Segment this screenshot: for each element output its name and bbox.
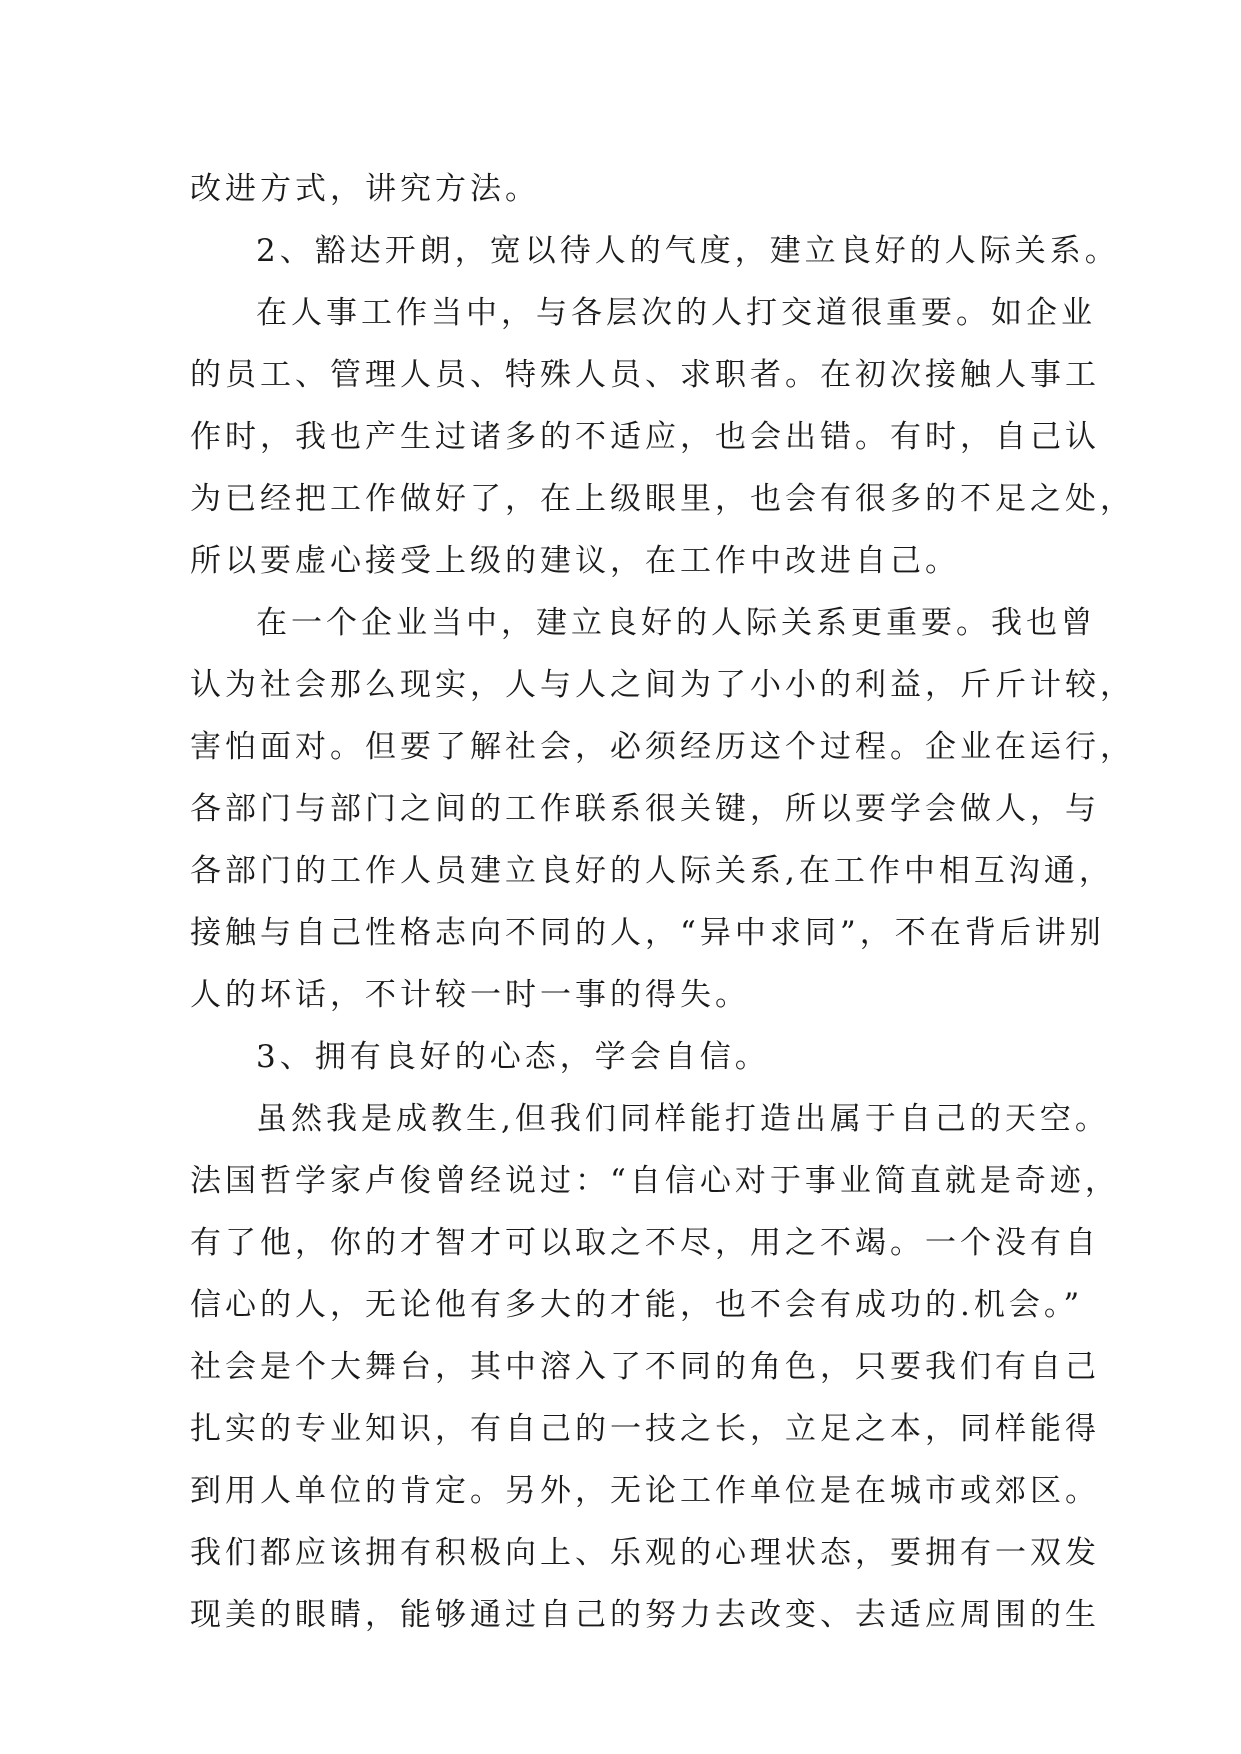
text-line: 作时，我也产生过诸多的不适应，也会出错。有时，自己认 (190, 419, 1100, 455)
text-line: 法国哲学家卢俊曾经说过：“自信心对于事业简直就是奇迹， (190, 1163, 1120, 1199)
text-line: 在人事工作当中，与各层次的人打交道很重要。如企业 (256, 295, 1096, 331)
text-line: 有了他，你的才智才可以取之不尽，用之不竭。一个没有自 (190, 1225, 1100, 1261)
document-body (190, 158, 1135, 1646)
text-line: 虽然我是成教生,但我们同样能打造出属于自己的天空。 (256, 1101, 1110, 1137)
text-line: 认为社会那么现实，人与人之间为了小小的利益，斤斤计较， (190, 667, 1135, 703)
text-line: 的员工、管理人员、特殊人员、求职者。在初次接触人事工 (190, 357, 1100, 393)
text-line: 现美的眼睛，能够通过自己的努力去改变、去适应周围的生 (190, 1597, 1100, 1633)
text-line: 到用人单位的肯定。另外，无论工作单位是在城市或郊区。 (190, 1473, 1100, 1509)
text-line: 各部门的工作人员建立良好的人际关系,在工作中相互沟通， (190, 853, 1114, 889)
text-line: 害怕面对。但要了解社会，必须经历这个过程。企业在运行， (190, 729, 1135, 765)
text-line: 社会是个大舞台，其中溶入了不同的角色，只要我们有自己 (190, 1349, 1100, 1385)
text-line: 3、拥有良好的心态，学会自信。 (256, 1039, 770, 1075)
text-line: 接触与自己性格志向不同的人，“异中求同”，不在背后讲别 (190, 915, 1105, 951)
text-line: 2、豁达开朗，宽以待人的气度，建立良好的人际关系。 (256, 233, 1120, 269)
text-line: 所以要虚心接受上级的建议，在工作中改进自己。 (190, 543, 960, 579)
text-line: 为已经把工作做好了，在上级眼里，也会有很多的不足之处， (190, 481, 1135, 517)
text-line: 信心的人，无论他有多大的才能，也不会有成功的.机会。” (190, 1287, 1084, 1323)
text-line: 扎实的专业知识，有自己的一技之长，立足之本，同样能得 (190, 1411, 1100, 1447)
text-line: 改进方式，讲究方法。 (190, 171, 540, 207)
text-line: 在一个企业当中，建立良好的人际关系更重要。我也曾 (256, 605, 1096, 641)
text-line: 我们都应该拥有积极向上、乐观的心理状态，要拥有一双发 (190, 1535, 1100, 1571)
text-line: 人的坏话，不计较一时一事的得失。 (190, 977, 750, 1013)
text-line: 各部门与部门之间的工作联系很关键，所以要学会做人，与 (190, 791, 1100, 827)
